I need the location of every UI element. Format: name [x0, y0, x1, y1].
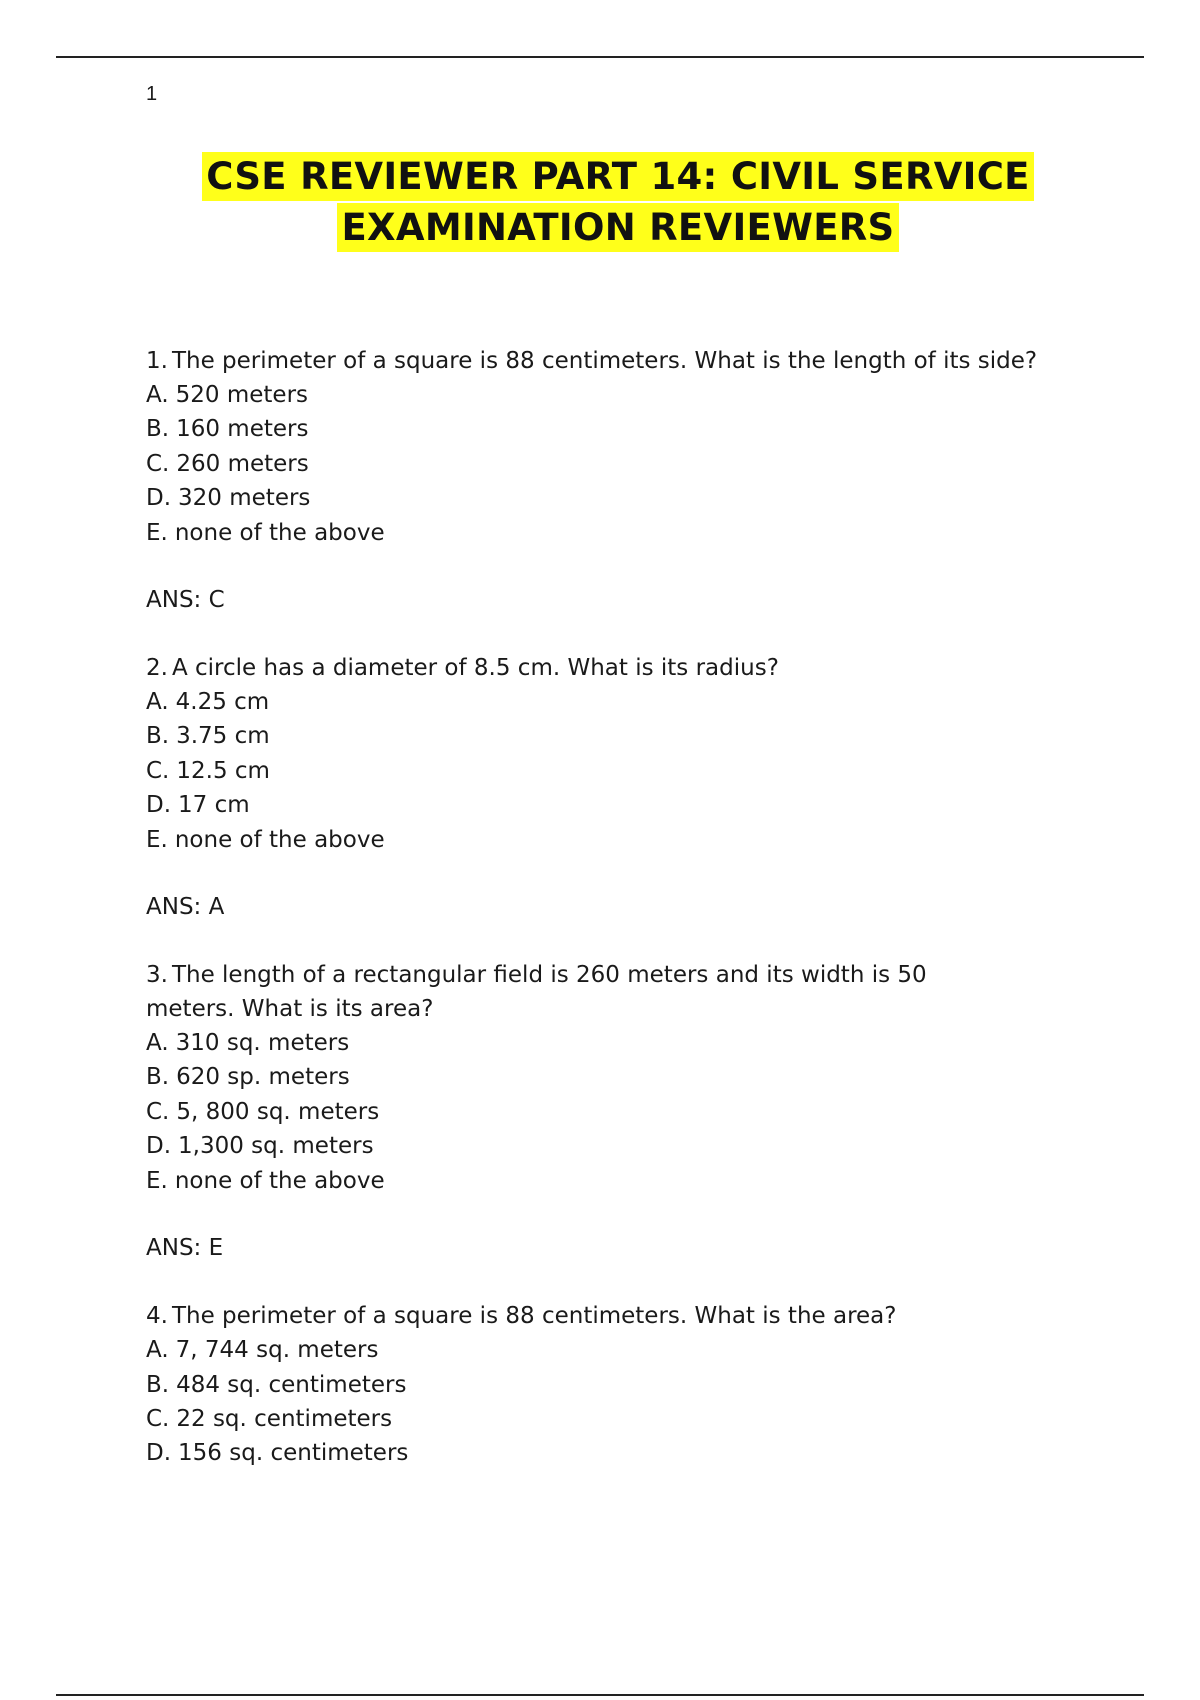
question-text: The length of a rectangular field is 260 meters and its width is 50 meters. What is its area? [146, 962, 927, 1023]
option-letter: A. [146, 382, 169, 408]
answer-key: ANS: C [146, 587, 225, 614]
option-b [146, 1060, 1066, 1094]
option-d [146, 481, 1066, 515]
option-text: 17 cm [178, 792, 250, 819]
footer-rule [56, 1694, 1144, 1696]
option-d [146, 1129, 1066, 1163]
option-letter: E. [146, 519, 168, 546]
option-letter: A. [146, 1030, 169, 1057]
option-a [146, 378, 1066, 412]
option-text: 1,300 sq. meters [178, 1133, 374, 1160]
question-3 [146, 958, 1066, 1263]
header-rule [56, 56, 1144, 58]
question-1 [146, 344, 1066, 615]
option-text: 310 sq. meters [175, 1030, 350, 1057]
question-2 [146, 651, 1066, 922]
question-text: The perimeter of a square is 88 centimeters. What is the length of its side? [171, 348, 1038, 374]
option-letter: B. [146, 416, 170, 443]
option-letter: C. [146, 450, 170, 477]
option-letter: B. [146, 1064, 170, 1091]
option-text: 5, 800 sq. meters [176, 1098, 380, 1125]
option-text: 520 meters [175, 382, 309, 408]
option-a [146, 1026, 1066, 1060]
option-text: none of the above [174, 826, 385, 853]
option-text: 22 sq. centimeters [176, 1405, 393, 1432]
title-line-1: CSE REVIEWER PART 14: CIVIL SERVICE [202, 152, 1034, 201]
question-number: 3. [146, 962, 168, 989]
option-c [146, 1402, 1066, 1436]
option-c [146, 447, 1066, 481]
question-number: 4. [146, 1303, 168, 1330]
page-number: 1 [146, 83, 158, 105]
option-b [146, 719, 1066, 753]
option-letter: A. [146, 689, 169, 716]
question-stem [146, 1299, 1066, 1333]
question-number: 2. [146, 655, 168, 682]
option-e [146, 516, 1066, 550]
option-c [146, 754, 1066, 788]
option-letter: D. [146, 485, 172, 512]
question-text: A circle has a diameter of 8.5 cm. What is its radius? [171, 655, 779, 682]
option-e [146, 1164, 1066, 1198]
option-text: none of the above [174, 519, 385, 546]
option-text: 156 sq. centimeters [178, 1440, 409, 1467]
option-letter: B. [146, 723, 170, 750]
option-text: 484 sq. centimeters [176, 1371, 407, 1398]
option-d [146, 788, 1066, 822]
option-letter: B. [146, 1371, 170, 1398]
option-text: 4.25 cm [175, 689, 270, 716]
option-c [146, 1095, 1066, 1129]
question-stem [146, 344, 1066, 378]
option-b [146, 1368, 1066, 1402]
option-letter: D. [146, 1440, 172, 1467]
question-list [146, 344, 1066, 1471]
option-e [146, 823, 1066, 857]
answer-key: ANS: E [146, 1235, 224, 1262]
option-text: none of the above [174, 1167, 385, 1194]
option-letter: C. [146, 757, 170, 784]
option-letter: E. [146, 826, 168, 853]
document-title [0, 152, 1200, 252]
option-a [146, 685, 1066, 719]
option-text: 320 meters [178, 485, 311, 512]
option-a [146, 1333, 1066, 1367]
option-letter: D. [146, 1133, 172, 1160]
answer-key: ANS: A [146, 894, 225, 921]
option-text: 160 meters [176, 416, 309, 443]
question-stem [146, 651, 1066, 685]
title-line-2: EXAMINATION REVIEWERS [337, 203, 898, 252]
option-letter: D. [146, 792, 172, 819]
question-number: 1. [146, 348, 168, 374]
option-text: 12.5 cm [176, 757, 270, 784]
question-text: The perimeter of a square is 88 centimeters. What is the area? [171, 1303, 897, 1330]
option-letter: C. [146, 1098, 170, 1125]
question-4 [146, 1299, 1066, 1471]
option-text: 260 meters [176, 450, 309, 477]
option-letter: E. [146, 1167, 168, 1194]
option-b [146, 412, 1066, 446]
option-text: 7, 744 sq. meters [175, 1337, 379, 1364]
option-text: 3.75 cm [176, 723, 270, 750]
option-letter: A. [146, 1337, 169, 1364]
option-text: 620 sp. meters [176, 1064, 350, 1091]
question-stem [146, 958, 1066, 1026]
option-d [146, 1436, 1066, 1470]
option-letter: C. [146, 1405, 170, 1432]
